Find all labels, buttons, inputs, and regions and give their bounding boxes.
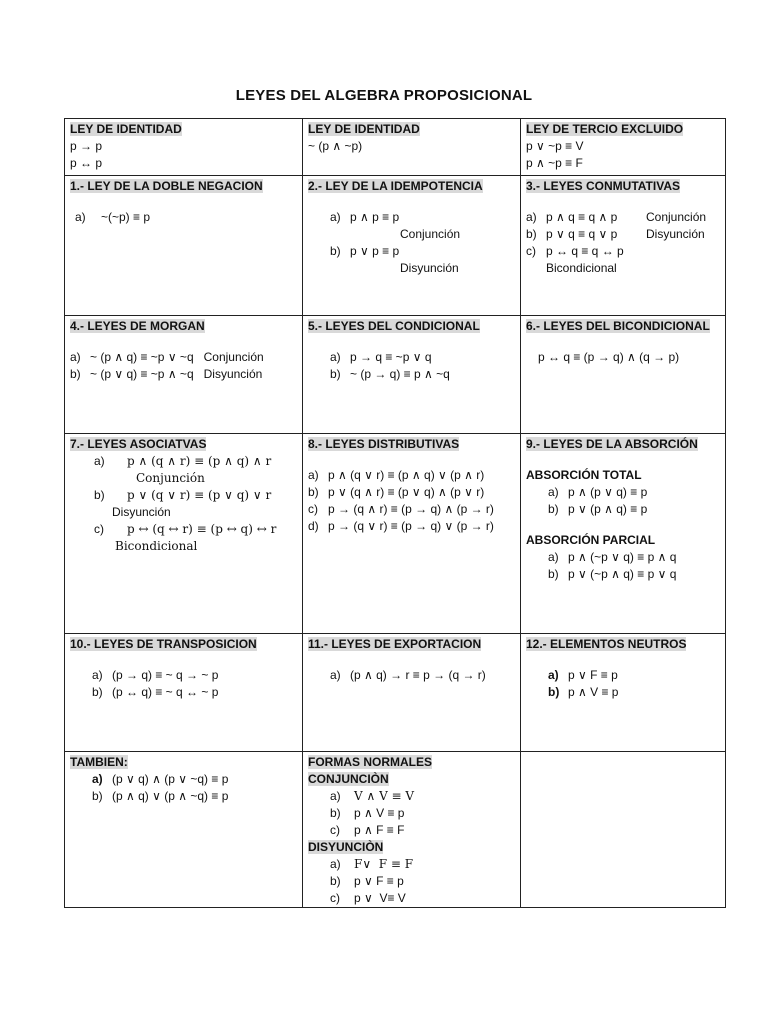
cell-bicondicional (521, 316, 726, 434)
cell-heading: 8.- LEYES DISTRIBUTIVAS (308, 437, 460, 451)
cell-elementos-neutros (521, 634, 726, 752)
law-item: b) p ∨ p ≡ p (330, 244, 400, 258)
cell-conmutativas (521, 176, 726, 316)
law-item: c) p ↔ (q ↔ r) ≡ (p ↔ q) ↔ r (94, 522, 277, 536)
cell-idempotencia (303, 176, 521, 316)
law-item: b) p ∨ (~p ∧ q) ≡ p ∨ q (548, 567, 677, 581)
cell-heading: 12.- ELEMENTOS NEUTROS (526, 637, 687, 651)
cell-identity-1 (65, 119, 303, 176)
law-item: d) p → (q ∨ r) ≡ (p → q) ∨ (p → r) (308, 519, 494, 533)
cell-heading: 5.- LEYES DEL CONDICIONAL (308, 319, 480, 333)
law-item: b) p ∨ (q ∨ r) ≡ (p ∨ q) ∨ r (94, 488, 272, 502)
law-note: Disyunción (112, 505, 171, 519)
table-row (65, 634, 726, 752)
law-line: p ∨ ~p ≡ V (526, 139, 584, 153)
law-line: p ∧ ~p ≡ F (526, 156, 583, 170)
table-row (65, 176, 726, 316)
cell-heading: LEY DE IDENTIDAD (70, 122, 182, 136)
law-item: b) p ∨ (p ∧ q) ≡ p (548, 502, 648, 516)
page-title: LEYES DEL ALGEBRA PROPOSICIONAL (235, 87, 533, 104)
law-item: b) ~ (p → q) ≡ p ∧ ~q (330, 367, 450, 381)
cell-formas-normales (303, 752, 521, 908)
cell-tambien (65, 752, 303, 908)
law-item: b) p ∧ V ≡ p (548, 685, 619, 699)
law-note: Bicondicional (115, 539, 198, 553)
law-item: b) (p ↔ q) ≡ ~ q ↔ ~ p (92, 685, 219, 699)
cell-heading: LEY DE IDENTIDAD (308, 122, 420, 136)
cell-heading: 1.- LEY DE LA DOBLE NEGACION (70, 179, 263, 193)
table-row (65, 434, 726, 634)
cell-empty (521, 752, 726, 908)
cell-heading: LEY DE TERCIO EXCLUIDO (526, 122, 684, 136)
law-item: a) p ∧ q ≡ q ∧ p Conjunción (526, 210, 707, 224)
law-item: b) p ∧ V ≡ p (330, 806, 405, 820)
law-item: b) ~ (p ∨ q) ≡ ~p ∧ ~q Disyunción (70, 367, 263, 381)
law-line: ~ (p ∧ ~p) (308, 139, 363, 153)
law-item: a) p → q ≡ ~p ∨ q (330, 350, 432, 364)
law-item: a) (p ∧ q) → r ≡ p → (q → r) (330, 668, 486, 682)
cell-heading: TAMBIEN: (70, 755, 128, 769)
cell-heading: 9.- LEYES DE LA ABSORCIÓN (526, 437, 698, 451)
law-item: a) ~(~p) ≡ p (75, 210, 151, 224)
law-item: a) p ∨ F ≡ p (548, 668, 618, 682)
cell-heading: 2.- LEY DE LA IDEMPOTENCIA (308, 179, 483, 193)
cell-asociativas (65, 434, 303, 634)
cell-identity-2 (303, 119, 521, 176)
law-item: b) p ∨ F ≡ p (330, 874, 404, 888)
subheading: ABSORCIÓN PARCIAL (526, 533, 656, 547)
cell-heading: 6.- LEYES DEL BICONDICIONAL (526, 319, 710, 333)
cell-heading: 11.- LEYES DE EXPORTACION (308, 637, 482, 651)
table-row (65, 752, 726, 908)
cell-morgan (65, 316, 303, 434)
law-line: p ↔ p (70, 156, 103, 170)
law-item: a) F∨ F ≡ F (330, 857, 414, 871)
law-item: c) p ∨ V≡ V (330, 891, 406, 905)
law-item: a) p ∧ (q ∧ r) ≡ (p ∧ q) ∧ r (94, 454, 272, 468)
law-item: a) (p ∨ q) ∧ (p ∨ ~q) ≡ p (92, 772, 229, 786)
cell-doble-negacion (65, 176, 303, 316)
table-row (65, 316, 726, 434)
law-note: Conjunción (400, 227, 461, 241)
laws-table (64, 118, 726, 908)
law-item: c) p → (q ∧ r) ≡ (p → q) ∧ (p → r) (308, 502, 494, 516)
law-item: b) p ∨ q ≡ q ∨ p Disyunción (526, 227, 705, 241)
cell-heading: 10.- LEYES DE TRANSPOSICION (70, 637, 257, 651)
law-item: a) p ∧ (q ∨ r) ≡ (p ∧ q) ∨ (p ∧ r) (308, 468, 485, 482)
law-item: b) (p ∧ q) ∨ (p ∧ ~q) ≡ p (92, 789, 229, 803)
law-item: a) p ∧ (~p ∨ q) ≡ p ∧ q (548, 550, 677, 564)
cell-heading: 4.- LEYES DE MORGAN (70, 319, 205, 333)
cell-exportacion (303, 634, 521, 752)
law-item: a) p ∧ (p ∨ q) ≡ p (548, 485, 648, 499)
law-item: a) p ∧ p ≡ p (330, 210, 400, 224)
cell-heading: 7.- LEYES ASOCIATVAS (70, 437, 207, 451)
cell-absorcion (521, 434, 726, 634)
law-note: Disyunción (400, 261, 459, 275)
law-item: a) (p → q) ≡ ~ q → ~ p (92, 668, 219, 682)
law-note: Conjunción (136, 471, 205, 485)
cell-heading: 3.- LEYES CONMUTATIVAS (526, 179, 681, 193)
cell-condicional (303, 316, 521, 434)
law-line: p → p (70, 139, 103, 153)
cell-transposicion (65, 634, 303, 752)
subheading: CONJUNCIÒN (308, 772, 389, 786)
subheading: DISYUNCIÒN (308, 840, 384, 854)
subheading: ABSORCIÓN TOTAL (526, 468, 642, 482)
law-item: b) p ∨ (q ∧ r) ≡ (p ∨ q) ∧ (p ∨ r) (308, 485, 485, 499)
cell-tercio-excluido (521, 119, 726, 176)
law-line: p ↔ q ≡ (p → q) ∧ (q → p) (538, 350, 680, 364)
cell-distributivas (303, 434, 521, 634)
law-item: a) ~ (p ∧ q) ≡ ~p ∨ ~q Conjunción (70, 350, 264, 364)
law-item: a) V ∧ V ≡ V (330, 789, 415, 803)
law-item: c) p ↔ q ≡ q ↔ p (526, 244, 624, 258)
table-row (65, 119, 726, 176)
law-note: Bicondicional (546, 261, 617, 275)
cell-heading: FORMAS NORMALES (308, 755, 432, 769)
law-item: c) p ∧ F ≡ F (330, 823, 405, 837)
